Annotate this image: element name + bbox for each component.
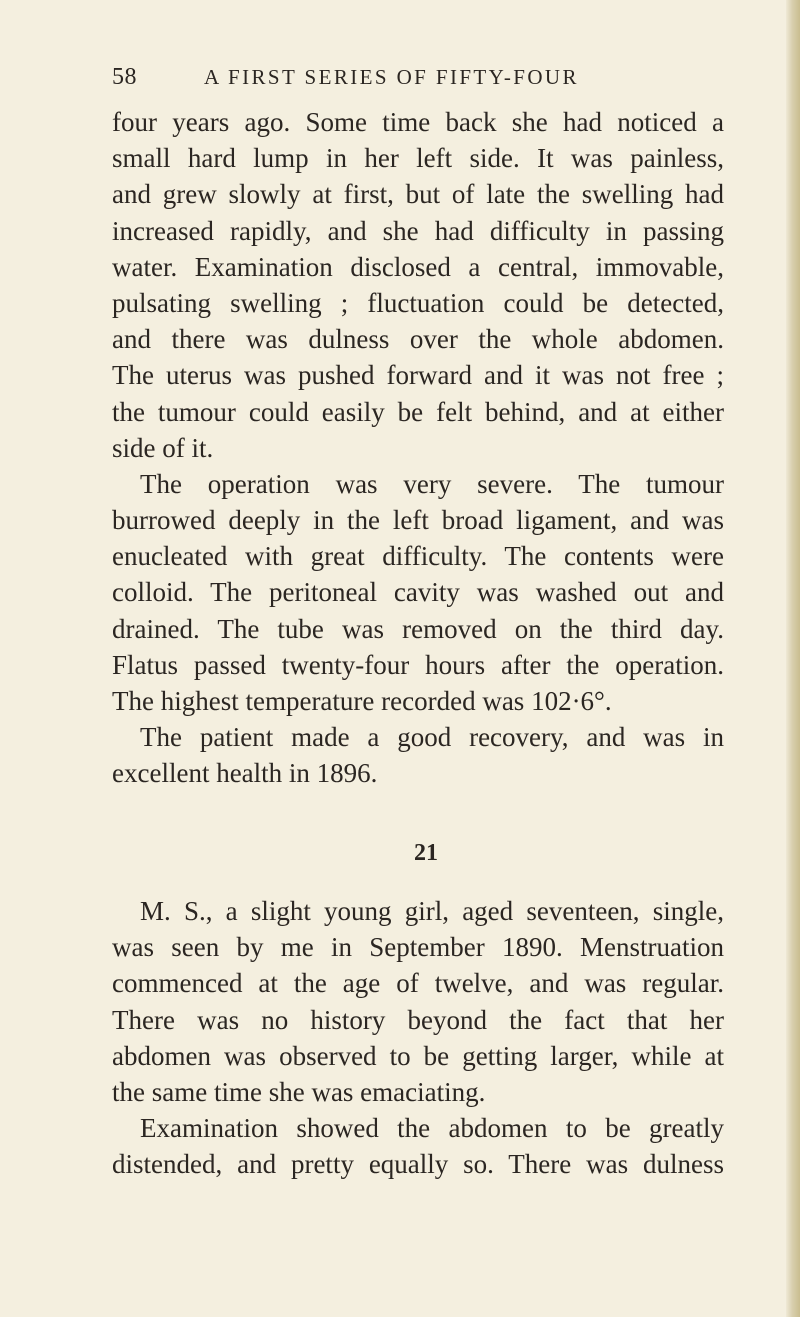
paragraph-start-line: Examination showed the abdomen to be greatly	[140, 1113, 724, 1144]
text-line: The highest temperature recorded was 102·6°.	[112, 686, 612, 716]
text-line: was seen by me in September 1890. Menstruation	[112, 932, 724, 963]
text-line: increased rapidly, and she had difficulty in passing	[112, 215, 724, 246]
text-line: Flatus passed twenty-four hours after the operation.	[112, 649, 724, 680]
text-line: small hard lump in her left side. It was painless,	[112, 143, 724, 174]
text-line: and there was dulness over the whole abdomen.	[112, 324, 724, 355]
page-number: 58	[112, 64, 137, 90]
case-20-continuation	[112, 104, 724, 792]
text-line: enucleated with great difficulty. The contents were	[112, 541, 724, 572]
text-line: distended, and pretty equally so. There was dulness	[112, 1149, 724, 1180]
text-line: side of it.	[112, 432, 214, 463]
text-line: four years ago. Some time back she had noticed a	[112, 107, 724, 137]
running-head: A FIRST SERIES OF FIFTY-FOUR	[204, 65, 579, 89]
text-line: excellent health in 1896.	[112, 758, 378, 789]
text-line: and grew slowly at first, but of late the swelling had	[112, 179, 724, 210]
text-line: There was no history beyond the fact that her	[112, 1004, 724, 1035]
paragraph-start-line: The patient made a good recovery, and was in	[140, 722, 724, 753]
text-line: abdomen was observed to be getting larger, while at	[112, 1040, 724, 1071]
text-line: the tumour could easily be felt behind, and at either	[112, 396, 724, 427]
text-line: drained. The tube was removed on the third day.	[112, 613, 724, 644]
text-line: burrowed deeply in the left broad ligament, and was	[112, 505, 724, 536]
text-line: water. Examination disclosed a central, immovable,	[112, 251, 724, 282]
case-number-heading: 21	[414, 840, 438, 866]
page-edge	[786, 0, 800, 1317]
text-line: The uterus was pushed forward and it was not free ;	[112, 360, 724, 391]
paragraph-start-line: M. S., a slight young girl, aged seventeen, single,	[140, 896, 724, 926]
text-line: pulsating swelling ; fluctuation could be detected,	[112, 287, 724, 318]
text-line: the same time she was emaciating.	[112, 1076, 486, 1107]
text-line: commenced at the age of twelve, and was regular.	[112, 968, 724, 999]
text-line: colloid. The peritoneal cavity was washed out and	[112, 577, 724, 608]
page-header	[112, 64, 722, 98]
paragraph-start-line: The operation was very severe. The tumour	[140, 468, 724, 499]
case-21-text	[112, 893, 724, 1183]
